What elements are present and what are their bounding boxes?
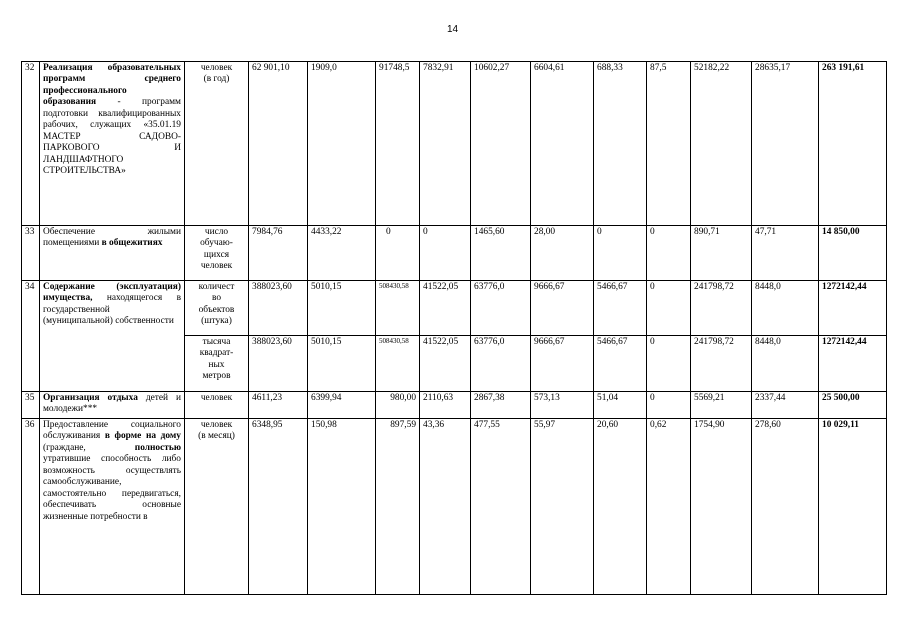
cell-value: 6604,61 xyxy=(531,62,594,226)
cell-value: 0 xyxy=(647,392,691,419)
cell-value: 47,71 xyxy=(752,226,819,281)
cell-value: 890,71 xyxy=(691,226,752,281)
cell-value: 388023,60 xyxy=(249,281,308,336)
cell-value: 1754,90 xyxy=(691,419,752,595)
cell-value: 241798,72 xyxy=(691,281,752,336)
service-title: Организация отдыха xyxy=(43,393,138,403)
cell-value: 1909,0 xyxy=(308,62,376,226)
cell-value: 87,5 xyxy=(647,62,691,226)
service-detail: находящегося в государственной (муниципальной) собственности xyxy=(43,293,181,327)
cell-value: 0 xyxy=(647,226,691,281)
cell-value: 62 901,10 xyxy=(249,62,308,226)
table-row xyxy=(22,226,887,281)
cell-value: 55,97 xyxy=(531,419,594,595)
cell-value: 241798,72 xyxy=(691,336,752,392)
cell-value: 688,33 xyxy=(594,62,647,226)
cell-value: 477,55 xyxy=(471,419,531,595)
service-detail: - программ подготовки квалифицированных рабочих, служащих «35.01.19 МАСТЕР САДОВО-ПАРКОВОГО И ЛАНДШАФТНОГО СТРОИТЕЛЬСТВА» xyxy=(43,97,181,177)
service-description xyxy=(40,392,185,419)
cell-value: 5569,21 xyxy=(691,392,752,419)
cell-value: 388023,60 xyxy=(249,336,308,392)
cell-value: 9666,67 xyxy=(531,336,594,392)
cell-value: 980,00 xyxy=(376,392,420,419)
cell-value: 6348,95 xyxy=(249,419,308,595)
service-detail: Обеспечение жилыми помещениями xyxy=(43,227,181,249)
cell-value: 51,04 xyxy=(594,392,647,419)
cell-value: 41522,05 xyxy=(420,281,471,336)
cell-value: 7832,91 xyxy=(420,62,471,226)
row-total: 10 029,11 xyxy=(819,419,887,595)
service-description xyxy=(40,62,185,226)
cell-value: 63776,0 xyxy=(471,281,531,336)
table-row xyxy=(22,281,887,336)
cell-value: 41522,05 xyxy=(420,336,471,392)
cell-value: 0 xyxy=(420,226,471,281)
row-total: 263 191,61 xyxy=(819,62,887,226)
cell-value: 4611,23 xyxy=(249,392,308,419)
service-description xyxy=(40,419,185,595)
unit-of-measure: человек (в месяц) xyxy=(185,419,249,595)
unit-of-measure: количест во объектов (штука) xyxy=(185,281,249,336)
cell-value: 508430,58 xyxy=(376,281,420,336)
service-title: в общежитиях xyxy=(101,238,163,249)
service-detail: детей и молодежи*** xyxy=(43,393,181,415)
cell-value: 2110,63 xyxy=(420,392,471,419)
cell-value: 5466,67 xyxy=(594,336,647,392)
table-row xyxy=(22,419,887,595)
cell-value: 1465,60 xyxy=(471,226,531,281)
cell-value: 52182,22 xyxy=(691,62,752,226)
cell-value: 5010,15 xyxy=(308,336,376,392)
cell-value: 0 xyxy=(647,281,691,336)
table-row xyxy=(22,62,887,226)
cell-value: 8448,0 xyxy=(752,336,819,392)
service-title: Содержание (эксплуатация) имущества, xyxy=(43,282,181,304)
unit-of-measure: тысяча квадрат- ных метров xyxy=(185,336,249,392)
service-title: в форме на дому xyxy=(104,431,181,442)
cell-value: 28635,17 xyxy=(752,62,819,226)
cell-value: 5466,67 xyxy=(594,281,647,336)
service-detail: утратившие способность либо возможность осуществлять самообслуживание, самостоятельно передвигаться, обеспечивать основные жизненные потребности в xyxy=(43,454,181,522)
service-title: Реализация образовательных программ среднего профессионального образования xyxy=(43,63,181,108)
service-description xyxy=(40,226,185,281)
cell-value: 2867,38 xyxy=(471,392,531,419)
page-number: 14 xyxy=(446,24,459,35)
cell-value: 0 xyxy=(647,336,691,392)
cost-norms-table xyxy=(21,61,887,595)
table-row xyxy=(22,392,887,419)
row-total: 1272142,44 xyxy=(819,281,887,336)
cell-value: 20,60 xyxy=(594,419,647,595)
service-description xyxy=(40,281,185,392)
cell-value: 278,60 xyxy=(752,419,819,595)
cell-value: 6399,94 xyxy=(308,392,376,419)
cell-value: 63776,0 xyxy=(471,336,531,392)
cell-value: 10602,27 xyxy=(471,62,531,226)
cell-value: 8448,0 xyxy=(752,281,819,336)
row-total: 25 500,00 xyxy=(819,392,887,419)
service-emphasis: полностью xyxy=(134,442,181,453)
cell-value: 43,36 xyxy=(420,419,471,595)
cell-value: 28,00 xyxy=(531,226,594,281)
cell-value: 0,62 xyxy=(647,419,691,595)
unit-of-measure: человек xyxy=(185,392,249,419)
row-number: 33 xyxy=(22,226,40,281)
cell-value: 4433,22 xyxy=(308,226,376,281)
cell-value: 9666,67 xyxy=(531,281,594,336)
service-detail: (граждане, xyxy=(43,442,135,453)
cell-value: 508430,58 xyxy=(376,336,420,392)
row-number: 35 xyxy=(22,392,40,419)
cell-value: 0 xyxy=(594,226,647,281)
cell-value: 7984,76 xyxy=(249,226,308,281)
cell-value: 897,59 xyxy=(376,419,420,595)
unit-of-measure: человек (в год) xyxy=(185,62,249,226)
cell-value: 5010,15 xyxy=(308,281,376,336)
row-number: 32 xyxy=(22,62,40,226)
row-total: 1272142,44 xyxy=(819,336,887,392)
cell-value: 0 xyxy=(376,226,420,281)
cell-value: 573,13 xyxy=(531,392,594,419)
cell-value: 150,98 xyxy=(308,419,376,595)
unit-of-measure: число обучаю- щихся человек xyxy=(185,226,249,281)
row-total: 14 850,00 xyxy=(819,226,887,281)
row-number: 34 xyxy=(22,281,40,392)
cell-value: 2337,44 xyxy=(752,392,819,419)
service-detail: Предоставление социального обслуживания xyxy=(43,420,181,442)
row-number: 36 xyxy=(22,419,40,595)
cell-value: 91748,5 xyxy=(376,62,420,226)
